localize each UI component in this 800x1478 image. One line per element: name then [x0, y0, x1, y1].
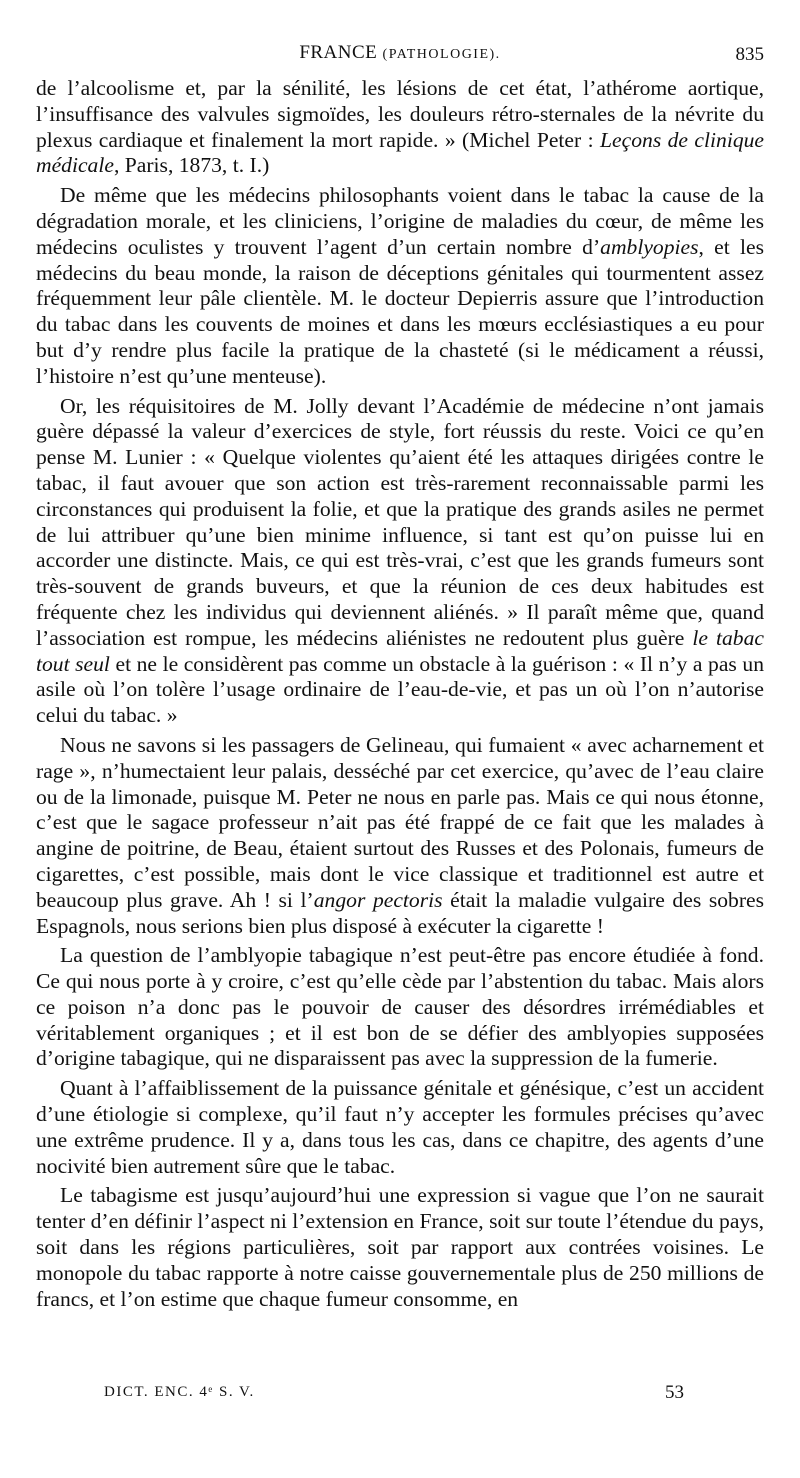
text-run: , et les médecins du beau monde, la raison de déceptions génitales qui tourmentent assez fréquemment leur pâle clientèle. M. le docteur Depierris assure que l’introduction du tabac dans les couvents de moines et dans les mœurs ecclésiastiques a eu pour but d’y rendre plus facile la pratique de la chasteté (si le médicament a réussi, l’histoire n’est qu’une menteuse). — [36, 234, 764, 388]
text-run: était la maladie vulgaire des sobres Espagnols, nous serions bien plus disposé à exécuter la cigarette ! — [36, 887, 765, 938]
paragraph — [36, 183, 764, 389]
printer-signature: DICT. ENC. 4ᵉ S. V. — [104, 1384, 255, 1400]
paragraph — [36, 1183, 764, 1312]
paragraph — [36, 394, 764, 729]
sheet-number: 53 — [665, 1382, 684, 1403]
italic-text: angor pectoris — [313, 887, 443, 912]
italic-text: amblyopies — [600, 234, 699, 259]
text-run: Le tabagisme est jusqu’aujourd’hui une expression si vague que l’on ne saurait tenter d’en définir l’aspect ni l’extension en France, soit sur toute l’étendue du pays, soit dans les régions particulières, soit par rapport aux contrées voisines. Le monopole du tabac rapporte à notre caisse gouvernementale plus de 250 millions de francs, et l’on estime que chaque fumeur consomme, en — [36, 1183, 764, 1311]
paragraph — [36, 1076, 764, 1179]
text-run: Nous ne savons si les passagers de Gelineau, qui fumaient « avec acharnement et rage », n’humectaient leur palais, desséché par cet exercice, qu’avec de l’eau claire ou de la limonade, puisque M. Peter ne nous en parle pas. Mais ce qui nous étonne, c’est que le sagace professeur n’ait pas été frappé de ce fait que les malades à angine de poitrine, de Beau, étaient surtout des Russes et des Polonais, fumeurs de cigarettes, c’est possible, mais dont le vice classique et traditionnel est autre et beaucoup plus grave. Ah ! si l’ — [36, 732, 764, 912]
paragraph — [36, 943, 764, 1072]
text-run: et ne le considèrent pas comme un obstacle à la guérison : « Il n’y a pas un asile où l’on tolère l’usage ordinaire de l’eau-de-vie, et pas un où l’on n’autorise celui du tabac. » — [36, 651, 764, 728]
paragraph — [36, 733, 764, 939]
text-run: de l’alcoolisme et, par la sénilité, les lésions de cet état, l’athérome aortique, l’insuffisance des valvules sigmoïdes, les douleurs rétro-sternales de la névrite du plexus cardiaque et finalement la mort rapide. » (Michel Peter : — [36, 76, 764, 152]
italic-text: le tabac tout seul — [36, 625, 764, 676]
paragraph — [36, 76, 764, 179]
page-header — [36, 40, 764, 72]
text-run: Quant à l’affaiblissement de la puissance génitale et génésique, c’est un accident d’une étiologie si complexe, qu’il faut n’y accepter les formules précises qu’avec une extrême prudence. Il y a, dans tous les cas, dans ce chapitre, des agents d’une nocivité bien autrement sûre que le tabac. — [36, 1076, 764, 1178]
text-run: , Paris, 1873, t. I.) — [113, 153, 270, 178]
running-title — [36, 42, 764, 64]
italic-text: Leçons de clinique médicale — [36, 127, 764, 178]
text-run: Or, les réquisitoires de M. Jolly devant l’Académie de médecine n’ont jamais guère dépassé la valeur d’exercices de style, fort réussis du reste. Voici ce qu’en pense M. Lunier : « Quelque violentes qu’aient été les attaques dirigées contre le tabac, il faut avouer que son action est très-rarement reconnaissable parmi les circonstances qui produisent la folie, et que la pratique des grands asiles ne permet de lui attribuer qu’une bien minime influence, si tant est qu’on puisse lui en accorder une distincte. Mais, ce qui est très-vrai, c’est que les grands fumeurs sont très-souvent de grands buveurs, et que la réunion de ces deux habitudes est fréquente chez les individus qui deviennent aliénés. » Il paraît même que, quand l’association est rompue, les médecins aliénistes ne redoutent plus guère — [36, 393, 764, 650]
text-run: De même que les médecins philosophants voient dans le tabac la cause de la dégradation morale, et les cliniciens, l’origine de maladies du cœur, de même les médecins oculistes y trouvent l’agent d’un certain nombre d’ — [36, 183, 764, 259]
page-footer — [104, 1384, 684, 1414]
text-run: La question de l’amblyopie tabagique n’est peut-être pas encore étudiée à fond. Ce qui nous porte à y croire, c’est qu’elle cède par l’abstention du tabac. Mais alors ce poison n’a donc pas le pouvoir de causer des désordres irrémédiables et véritablement organiques ; et il est bon de se défier des amblyopies supposées d’origine tabagique, qui ne disparaissent pas avec la suppression de la fumerie. — [36, 943, 764, 1071]
body-text — [36, 76, 764, 1316]
running-title-main: FRANCE — [299, 42, 378, 63]
page-number: 835 — [735, 44, 764, 65]
running-title-section: (PATHOLOGIE). — [382, 47, 501, 62]
